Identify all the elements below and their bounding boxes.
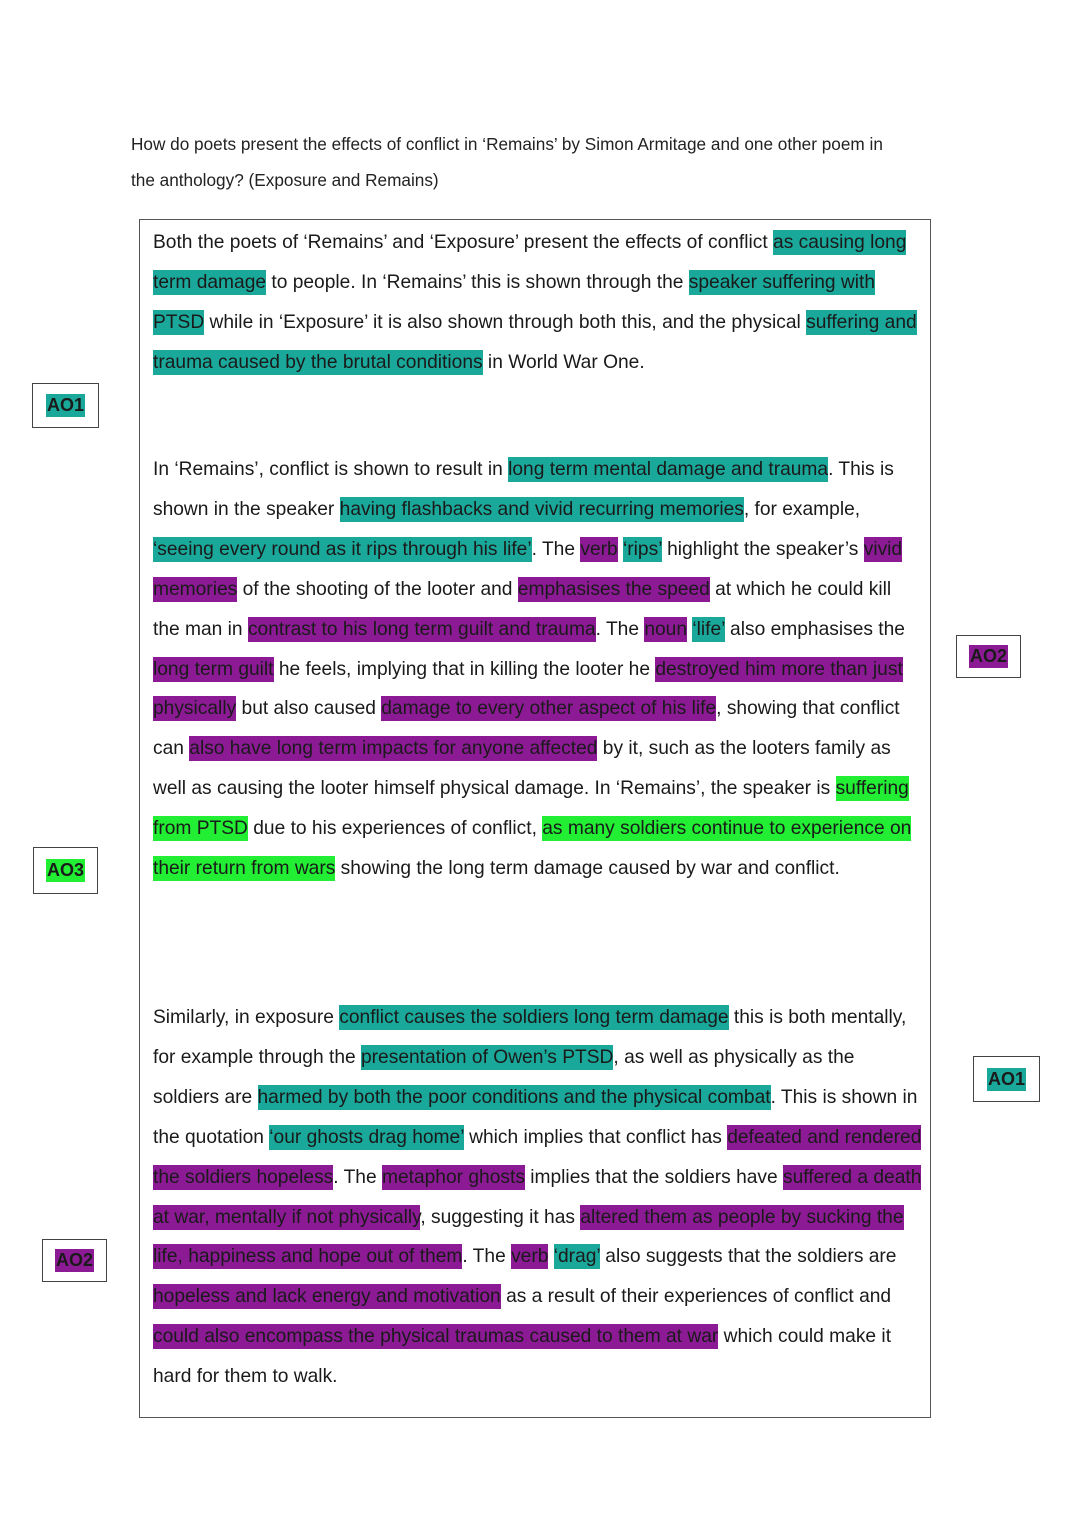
highlighted-phrase: presentation of Owen’s PTSD xyxy=(361,1046,614,1068)
highlighted-phrase: harmed by both the poor conditions and the physical combat xyxy=(257,1086,771,1108)
highlighted-phrase: ‘seeing every round as it rips through his life’ xyxy=(153,538,532,560)
text-run: this is both mentally, for example through the xyxy=(153,1007,907,1068)
margin-label-text: AO1 xyxy=(46,395,84,415)
text-run: highlight the speaker’s xyxy=(661,538,864,560)
text-run: he feels, implying that in killing the looter he xyxy=(273,658,656,680)
margin-label-ao2-right xyxy=(956,635,1021,678)
text-run: which could make it hard for them to walk. xyxy=(153,1326,892,1388)
highlighted-phrase: altered them as people by sucking the life, happiness and hope out of them xyxy=(153,1206,904,1268)
text-run: In ‘Remains’, conflict is shown to result in xyxy=(153,459,509,480)
highlighted-phrase: as causing long term damage xyxy=(153,232,907,293)
text-run: which implies that conflict has xyxy=(463,1126,728,1148)
highlighted-phrase: ‘drag’ xyxy=(553,1246,600,1268)
text-run: as a result of their experiences of conflict and xyxy=(500,1286,892,1308)
text-run: showing the long term damage caused by war and conflict. xyxy=(335,858,840,880)
text-run: due to his experiences of conflict, xyxy=(247,818,543,840)
text-run xyxy=(548,1246,553,1267)
margin-label-text: AO1 xyxy=(987,1068,1025,1089)
text-run: . This is shown in the quotation xyxy=(153,1086,918,1148)
question-line-1: How do poets present the effects of conflict in ‘Remains’ by Simon Armitage and one other poem in xyxy=(131,134,883,154)
margin-label-ao2 xyxy=(42,1239,107,1282)
highlighted-phrase: conflict causes the soldiers long term damage xyxy=(339,1007,729,1028)
text-run: Similarly, in exposure xyxy=(153,1007,340,1028)
highlighted-phrase: long term mental damage and trauma xyxy=(508,459,829,480)
highlighted-phrase: could also encompass the physical traumas caused to them at war xyxy=(153,1326,719,1348)
margin-label-ao3 xyxy=(33,847,98,894)
text-run: . The xyxy=(531,538,581,560)
highlighted-phrase: as many soldiers continue to experience on their return from wars xyxy=(153,818,912,880)
text-run: , suggesting it has xyxy=(420,1206,581,1228)
essay-answer-box xyxy=(139,219,931,1418)
text-run: of the shooting of the looter and xyxy=(237,578,518,600)
question-line-2: the anthology? (Exposure and Remains) xyxy=(131,170,439,190)
highlighted-phrase: damage to every other aspect of his life xyxy=(381,698,717,720)
margin-label-ao1 xyxy=(32,383,99,428)
highlighted-phrase: suffering from PTSD xyxy=(153,778,909,840)
text-run: , as well as physically as the soldiers are xyxy=(153,1046,855,1108)
highlighted-phrase: metaphor ghosts xyxy=(381,1166,525,1188)
text-run: implies that the soldiers have xyxy=(524,1166,784,1188)
margin-label-text: AO3 xyxy=(46,860,84,880)
highlighted-phrase: vivid memories xyxy=(153,538,903,600)
highlighted-phrase: having flashbacks and vivid recurring memories xyxy=(339,498,744,520)
highlighted-phrase: suffered a death at war, mentally if not physically xyxy=(153,1166,922,1228)
text-run: , for example, xyxy=(743,498,861,520)
text-run: by it, such as the looters family as well as causing the looter himself physical damage. In ‘Remains’, the speaker is xyxy=(153,738,891,800)
paragraph-exposure xyxy=(153,998,923,1397)
highlighted-phrase: destroyed him more than just physically xyxy=(153,658,903,720)
text-run: . This is shown in the speaker xyxy=(153,459,894,520)
paragraph-intro xyxy=(153,223,923,383)
text-run: , showing that conflict can xyxy=(153,698,900,760)
highlighted-phrase: defeated and rendered the soldiers hopeless xyxy=(153,1126,922,1188)
highlighted-phrase: ‘rips’ xyxy=(623,538,662,560)
text-run: but also caused xyxy=(236,698,382,720)
text-run: . The xyxy=(333,1166,382,1188)
paragraph-remains xyxy=(153,450,923,889)
text-run: also emphasises the xyxy=(724,618,905,640)
text-run: at which he could kill the man in xyxy=(153,578,892,640)
highlighted-phrase: also have long term impacts for anyone affected xyxy=(189,738,598,760)
text-run: in World War One. xyxy=(482,351,645,373)
text-run: . The xyxy=(462,1246,512,1268)
highlighted-phrase: verb xyxy=(580,538,618,560)
highlighted-phrase: ‘our ghosts drag home’ xyxy=(269,1126,464,1148)
highlighted-phrase: ‘life’ xyxy=(692,618,725,640)
highlighted-phrase: contrast to his long term guilt and trauma xyxy=(247,618,596,640)
highlighted-phrase: verb xyxy=(511,1246,549,1268)
highlighted-phrase: noun xyxy=(644,618,688,640)
highlighted-phrase: long term guilt xyxy=(153,658,274,680)
margin-label-text: AO2 xyxy=(969,646,1007,666)
margin-label-ao1-right xyxy=(973,1056,1040,1102)
text-run: while in ‘Exposure’ it is also shown through both this, and the physical xyxy=(204,311,807,333)
highlighted-phrase: emphasises the speed xyxy=(517,578,710,600)
essay-question xyxy=(131,126,961,198)
highlighted-phrase: hopeless and lack energy and motivation xyxy=(153,1286,501,1308)
highlighted-phrase: speaker suffering with PTSD xyxy=(153,271,876,333)
text-run: to people. In ‘Remains’ this is shown through the xyxy=(266,271,689,293)
margin-label-text: AO2 xyxy=(55,1250,93,1270)
text-run: Both the poets of ‘Remains’ and ‘Exposure’ present the effects of conflict xyxy=(153,232,774,253)
text-run: . The xyxy=(595,618,645,640)
highlighted-phrase: suffering and trauma caused by the brutal conditions xyxy=(153,311,917,373)
text-run: also suggests that the soldiers are xyxy=(599,1246,897,1268)
